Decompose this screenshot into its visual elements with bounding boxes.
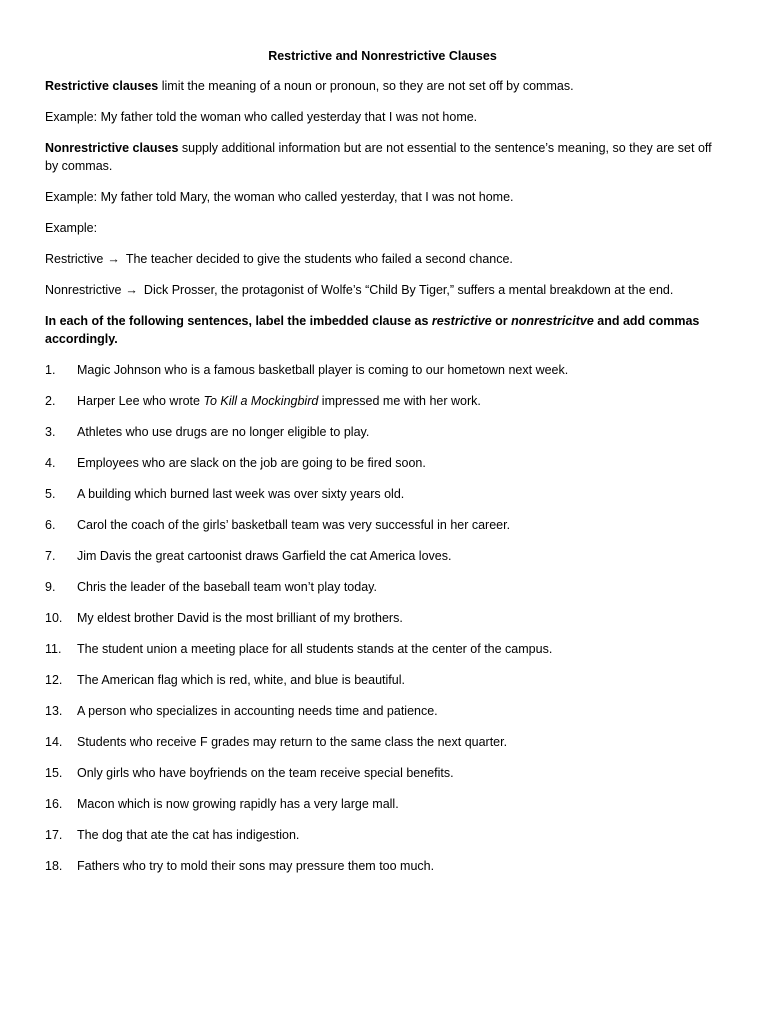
item-number: 14.: [45, 735, 63, 749]
restrictive-definition: [45, 77, 720, 95]
list-item: [45, 640, 720, 658]
arrow-right-icon: →: [107, 252, 120, 266]
item-number: 11.: [45, 642, 62, 656]
restrictive-term: Restrictive clauses: [45, 79, 159, 93]
item-sentence: Students who receive F grades may return to the same class the next quarter.: [77, 735, 508, 749]
item-sentence: The dog that ate the cat has indigestion.: [77, 828, 300, 842]
list-item: [45, 423, 720, 441]
item-sentence: Only girls who have boyfriends on the team receive special benefits.: [77, 766, 454, 780]
restrictive-definition-text: limit the meaning of a noun or pronoun, so they are not set off by commas.: [158, 79, 574, 93]
list-item: [45, 392, 720, 410]
item-book-title: To Kill a Mockingbird: [203, 394, 319, 408]
example-nonrestrictive-sentence: Example: My father told Mary, the woman who called yesterday, that I was not home.: [45, 190, 514, 204]
item-number: 10.: [45, 611, 63, 625]
item-number: 3.: [45, 425, 56, 439]
list-item: [45, 609, 720, 627]
item-sentence: Fathers who try to mold their sons may pressure them too much.: [77, 859, 435, 873]
restrictive-example-label: Restrictive: [45, 252, 104, 266]
list-item: [45, 733, 720, 751]
item-sentence: The American flag which is red, white, and blue is beautiful.: [77, 673, 405, 687]
item-number: 16.: [45, 797, 63, 811]
item-number: 17.: [45, 828, 63, 842]
instructions-text-1: In each of the following sentences, label the imbedded clause as: [45, 314, 432, 328]
list-item: [45, 516, 720, 534]
item-sentence-part: Harper Lee who wrote: [77, 394, 204, 408]
instructions-text-3: and add commas accordingly.: [45, 314, 700, 346]
list-item: [45, 454, 720, 472]
item-sentence: Chris the leader of the baseball team won’t play today.: [77, 580, 377, 594]
item-number: 7.: [45, 549, 56, 563]
item-number: 4.: [45, 456, 56, 470]
exercise-list: [45, 361, 720, 875]
nonrestrictive-term: Nonrestrictive clauses: [45, 141, 179, 155]
nonrestrictive-example-text: Dick Prosser, the protagonist of Wolfe’s “Child By Tiger,” suffers a mental breakdown at the end.: [143, 283, 674, 297]
arrow-right-icon: →: [125, 283, 138, 297]
list-item: [45, 795, 720, 813]
item-sentence: Macon which is now growing rapidly has a very large mall.: [77, 797, 399, 811]
item-sentence: My eldest brother David is the most brilliant of my brothers.: [77, 611, 403, 625]
nonrestrictive-example-label: Nonrestrictive: [45, 283, 122, 297]
item-sentence: [77, 392, 720, 410]
item-sentence: Jim Davis the great cartoonist draws Garfield the cat America loves.: [77, 549, 452, 563]
item-number: 12.: [45, 673, 63, 687]
item-number: 18.: [45, 859, 63, 873]
item-number: 9.: [45, 580, 56, 594]
item-sentence: Athletes who use drugs are no longer eligible to play.: [77, 425, 370, 439]
nonrestrictive-definition-text: supply additional information but are not essential to the sentence’s meaning, so they are set off by commas.: [45, 141, 712, 173]
example-restrictive-sentence: Example: My father told the woman who called yesterday that I was not home.: [45, 110, 478, 124]
item-sentence-part: impressed me with her work.: [318, 394, 481, 408]
instructions: [45, 312, 720, 348]
item-number: 13.: [45, 704, 63, 718]
list-item: [45, 578, 720, 596]
document-title: Restrictive and Nonrestrictive Clauses: [268, 49, 497, 63]
restrictive-example-text: The teacher decided to give the students who failed a second chance.: [125, 252, 513, 266]
list-item: [45, 547, 720, 565]
list-item: [45, 826, 720, 844]
item-number: 6.: [45, 518, 56, 532]
nonrestrictive-example: [45, 281, 720, 299]
item-sentence: Magic Johnson who is a famous basketball player is coming to our hometown next week.: [77, 363, 569, 377]
item-sentence: A building which burned last week was over sixty years old.: [77, 487, 405, 501]
list-item: [45, 764, 720, 782]
list-item: [45, 361, 720, 379]
example-label: Example:: [45, 221, 98, 235]
item-sentence: Carol the coach of the girls’ basketball team was very successful in her career.: [77, 518, 511, 532]
list-item: [45, 671, 720, 689]
restrictive-example: [45, 250, 720, 268]
item-number: 5.: [45, 487, 56, 501]
nonrestrictive-definition: [45, 139, 720, 175]
item-number: 15.: [45, 766, 63, 780]
item-sentence: Employees who are slack on the job are going to be fired soon.: [77, 456, 426, 470]
list-item: [45, 485, 720, 503]
list-item: [45, 857, 720, 875]
instructions-text-2: or: [491, 314, 512, 328]
item-sentence: The student union a meeting place for all students stands at the center of the campus.: [77, 642, 553, 656]
item-sentence: A person who specializes in accounting needs time and patience.: [77, 704, 438, 718]
instructions-word-nonrestrictive: nonrestricitve: [511, 314, 594, 328]
item-number: 1.: [45, 363, 56, 377]
list-item: [45, 702, 720, 720]
item-number: 2.: [45, 394, 56, 408]
instructions-word-restrictive: restrictive: [431, 314, 492, 328]
